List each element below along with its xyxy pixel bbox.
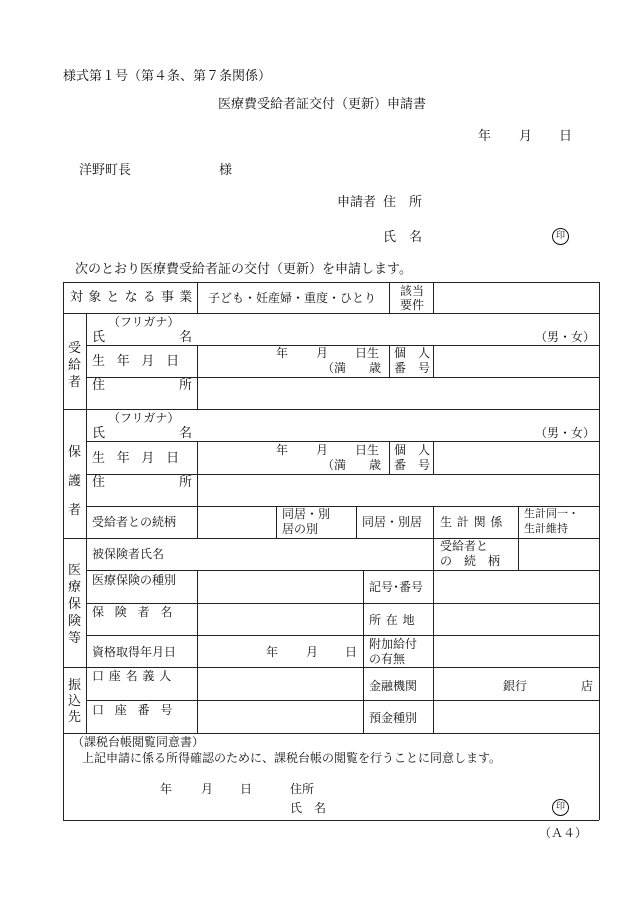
guardian-address-label: 住 xyxy=(92,475,106,490)
guardian-personal-2: 番 号 xyxy=(394,458,431,472)
eligibility-label-1: 該当 xyxy=(400,284,425,298)
household-value-1: 生計同一・ xyxy=(524,507,579,520)
target-program-label: 対象となる事業 xyxy=(70,290,198,305)
guardian-birth-day: 日生 xyxy=(355,443,380,457)
qualified-year: 年 xyxy=(266,645,279,659)
relation-label: 受給者との続柄 xyxy=(92,515,177,529)
cohabit-label-2: 居の別 xyxy=(282,522,319,536)
bank-suffix: 銀行 xyxy=(503,679,528,693)
consent-text: 上記申請に係る所得確認のために、課税台帳の閲覧を行うことに同意します。 xyxy=(82,751,502,765)
consent-seal-icon: 印 xyxy=(552,799,569,816)
account-holder-label: 口座名義人 xyxy=(92,669,177,683)
guardian-personal-1: 個 人 xyxy=(394,443,431,457)
recipient-birth-label: 生年月日 xyxy=(92,354,191,369)
date-year: 年 xyxy=(478,129,492,144)
recipient-section-label: 受給者 xyxy=(68,341,82,390)
insurance-section-label: 医療保険等 xyxy=(68,563,82,646)
qualified-month: 月 xyxy=(306,645,319,659)
recipient-personal-2: 番 号 xyxy=(394,361,431,375)
insurance-type-label: 医療保険の種別 xyxy=(92,573,177,587)
recipient-personal-1: 個 人 xyxy=(394,346,431,360)
household-label: 生計関係 xyxy=(440,515,508,529)
cohabit-label-1: 同居・別 xyxy=(282,507,331,521)
addressee-honorific: 様 xyxy=(219,163,233,178)
recipient-gender: （男・女） xyxy=(535,330,596,344)
deposit-type-label: 預金種別 xyxy=(369,711,418,725)
addon-label-1: 附加給付 xyxy=(369,637,418,651)
addressee-name: 洋野町長 xyxy=(79,163,132,178)
guardian-address-label-2: 所 xyxy=(179,475,193,490)
guardian-name-label: 氏 xyxy=(92,426,106,441)
household-value-2: 生計維持 xyxy=(524,522,568,535)
target-program-value: 子ども・妊産婦・重度・ひとり xyxy=(208,291,377,305)
relation-to-recipient-1: 受給者と xyxy=(440,539,489,553)
date-month: 月 xyxy=(519,129,533,144)
recipient-address-label: 住 xyxy=(92,378,106,393)
recipient-age-close: 歳 xyxy=(369,361,382,375)
guardian-age-close: 歳 xyxy=(369,458,382,472)
recipient-birth-month: 月 xyxy=(316,346,329,360)
applicant-label: 申請者 xyxy=(337,195,377,210)
page-title: 医療費受給者証交付（更新）申請書 xyxy=(218,97,427,112)
insurer-label: 保険者名 xyxy=(92,605,184,619)
seal-icon: 印 xyxy=(552,228,569,245)
applicant-name-label: 氏 名 xyxy=(383,230,423,245)
recipient-birth-year: 年 xyxy=(276,346,289,360)
consent-title: （課税台帳閲覧同意書） xyxy=(72,735,205,749)
recipient-furigana: （フリガナ） xyxy=(108,315,180,329)
consent-day: 日 xyxy=(240,782,253,796)
bank-label: 金融機関 xyxy=(369,679,418,693)
branch-suffix: 店 xyxy=(581,679,594,693)
guardian-birth-label: 生年月日 xyxy=(92,451,191,466)
guardian-gender: （男・女） xyxy=(535,426,596,440)
intro-text: 次のとおり医療費受給者証の交付（更新）を申請します。 xyxy=(75,262,412,277)
guardian-name-label-2: 名 xyxy=(179,426,193,441)
consent-name-label: 氏 名 xyxy=(290,801,327,815)
symbol-number-label: 記号･番号 xyxy=(369,580,424,594)
eligibility-label-2: 要件 xyxy=(400,298,425,312)
guardian-section-label: 保護者 xyxy=(68,445,82,518)
location-label: 所在地 xyxy=(369,613,420,627)
guardian-age-open: （満 xyxy=(322,458,347,472)
addon-label-2: の有無 xyxy=(369,652,406,666)
guardian-birth-month: 月 xyxy=(316,443,329,457)
date-day: 日 xyxy=(559,129,573,144)
qualified-date-label: 資格取得年月日 xyxy=(92,645,177,659)
account-number-label: 口座番号 xyxy=(92,703,184,717)
recipient-age-open: （満 xyxy=(322,361,347,375)
cohabit-value: 同居・別居 xyxy=(362,515,423,529)
recipient-address-label-2: 所 xyxy=(179,378,193,393)
qualified-day: 日 xyxy=(345,645,358,659)
guardian-furigana: （フリガナ） xyxy=(108,411,180,425)
transfer-section-label: 振込先 xyxy=(68,678,82,725)
insured-name-label: 被保険者氏名 xyxy=(92,547,165,561)
consent-month: 月 xyxy=(201,782,214,796)
recipient-birth-day: 日生 xyxy=(355,346,380,360)
consent-address-label: 住所 xyxy=(290,782,315,796)
recipient-name-label-2: 名 xyxy=(179,330,193,345)
relation-to-recipient-2: の 続 柄 xyxy=(440,554,501,568)
applicant-address-label: 住 所 xyxy=(383,195,423,210)
paper-size: （Ａ４） xyxy=(539,826,588,840)
form-number: 様式第１号（第４条、第７条関係） xyxy=(63,69,272,84)
recipient-name-label: 氏 xyxy=(92,330,106,345)
consent-year: 年 xyxy=(160,782,173,796)
guardian-birth-year: 年 xyxy=(276,443,289,457)
